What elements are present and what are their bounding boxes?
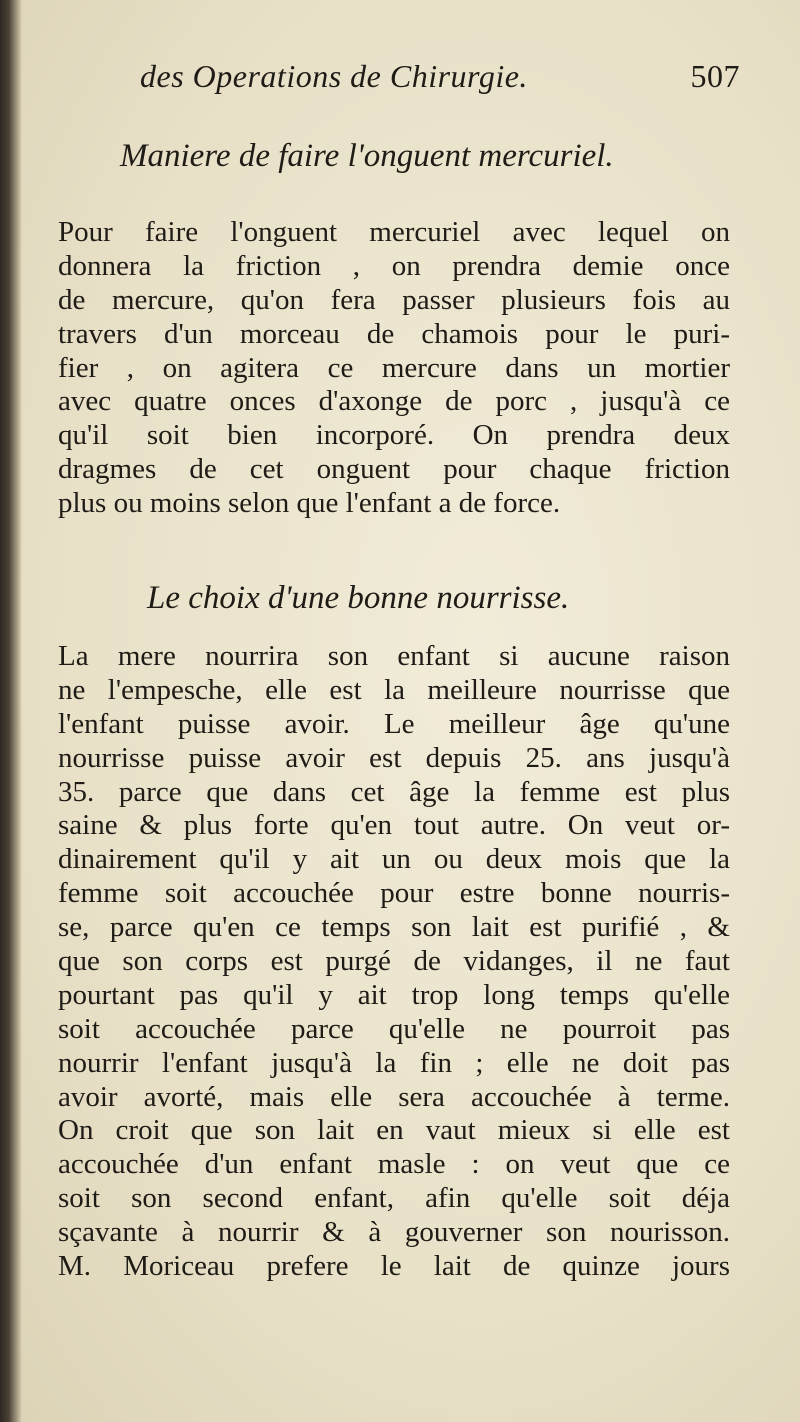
text-line: M. Moriceau prefere le lait de quinze jours <box>58 1250 730 1283</box>
text-line: plus ou moins selon que l'enfant a de force. <box>58 487 561 520</box>
text-line: travers d'un morceau de chamois pour le puri- <box>58 317 730 350</box>
text-line: qu'il soit bien incorporé. On prendra deux <box>58 419 730 452</box>
text-line: soit son second enfant, afin qu'elle soit déja <box>58 1182 730 1215</box>
text-line: La mere nourrira son enfant si aucune raison <box>58 640 730 672</box>
text-line: Pour faire l'onguent mercuriel avec lequel on <box>58 216 730 248</box>
text-line: avoir avorté, mais elle sera accouchée à terme. <box>58 1080 730 1113</box>
running-head <box>140 52 740 102</box>
text-line: soit accouchée parce qu'elle ne pourroit pas <box>58 1012 730 1045</box>
text-line: avec quatre onces d'axonge de porc , jusqu'à ce <box>58 385 730 418</box>
binding-gutter <box>0 0 22 1422</box>
text-line: accouchée d'un enfant masle : on veut que ce <box>58 1148 730 1181</box>
text-line: donnera la friction , on prendra demie once <box>58 249 730 282</box>
text-line: pourtant pas qu'il y ait trop long temps qu'elle <box>58 978 730 1011</box>
text-line: de mercure, qu'on fera passer plusieurs fois au <box>58 283 730 316</box>
section-heading-nourrisse: Le choix d'une bonne nourrisse. <box>147 580 570 616</box>
text-line: fier , on agitera ce mercure dans un mortier <box>58 351 730 384</box>
paragraph-onguent <box>58 216 730 521</box>
running-head-title: des Operations de Chirurgie. <box>140 58 528 94</box>
text-line: l'enfant puisse avoir. Le meilleur âge qu'une <box>58 707 730 740</box>
text-line: nourrisse puisse avoir est depuis 25. ans jusqu'à <box>58 741 730 774</box>
text-line: se, parce qu'en ce temps son lait est purifié , & <box>58 911 730 944</box>
text-line: dinairement qu'il y ait un ou deux mois que la <box>58 843 730 876</box>
section-heading-onguent: Maniere de faire l'onguent mercuriel. <box>120 138 614 174</box>
text-line: saine & plus forte qu'en tout autre. On veut or- <box>58 809 730 842</box>
text-line: nourrir l'enfant jusqu'à la fin ; elle ne doit pas <box>58 1046 730 1079</box>
text-line: dragmes de cet onguent pour chaque friction <box>58 453 730 486</box>
paragraph-nourrisse <box>58 640 730 1284</box>
text-line: que son corps est purgé de vidanges, il ne faut <box>58 945 730 978</box>
text-line: sçavante à nourrir & à gouverner son nourisson. <box>58 1216 730 1249</box>
text-line: ne l'empesche, elle est la meilleure nourrisse que <box>58 673 730 706</box>
page-number: 507 <box>690 58 740 94</box>
text-line: femme soit accouchée pour estre bonne nourris- <box>58 877 730 910</box>
text-line: 35. parce que dans cet âge la femme est plus <box>58 775 730 808</box>
text-line: On croit que son lait en vaut mieux si elle est <box>58 1114 730 1147</box>
